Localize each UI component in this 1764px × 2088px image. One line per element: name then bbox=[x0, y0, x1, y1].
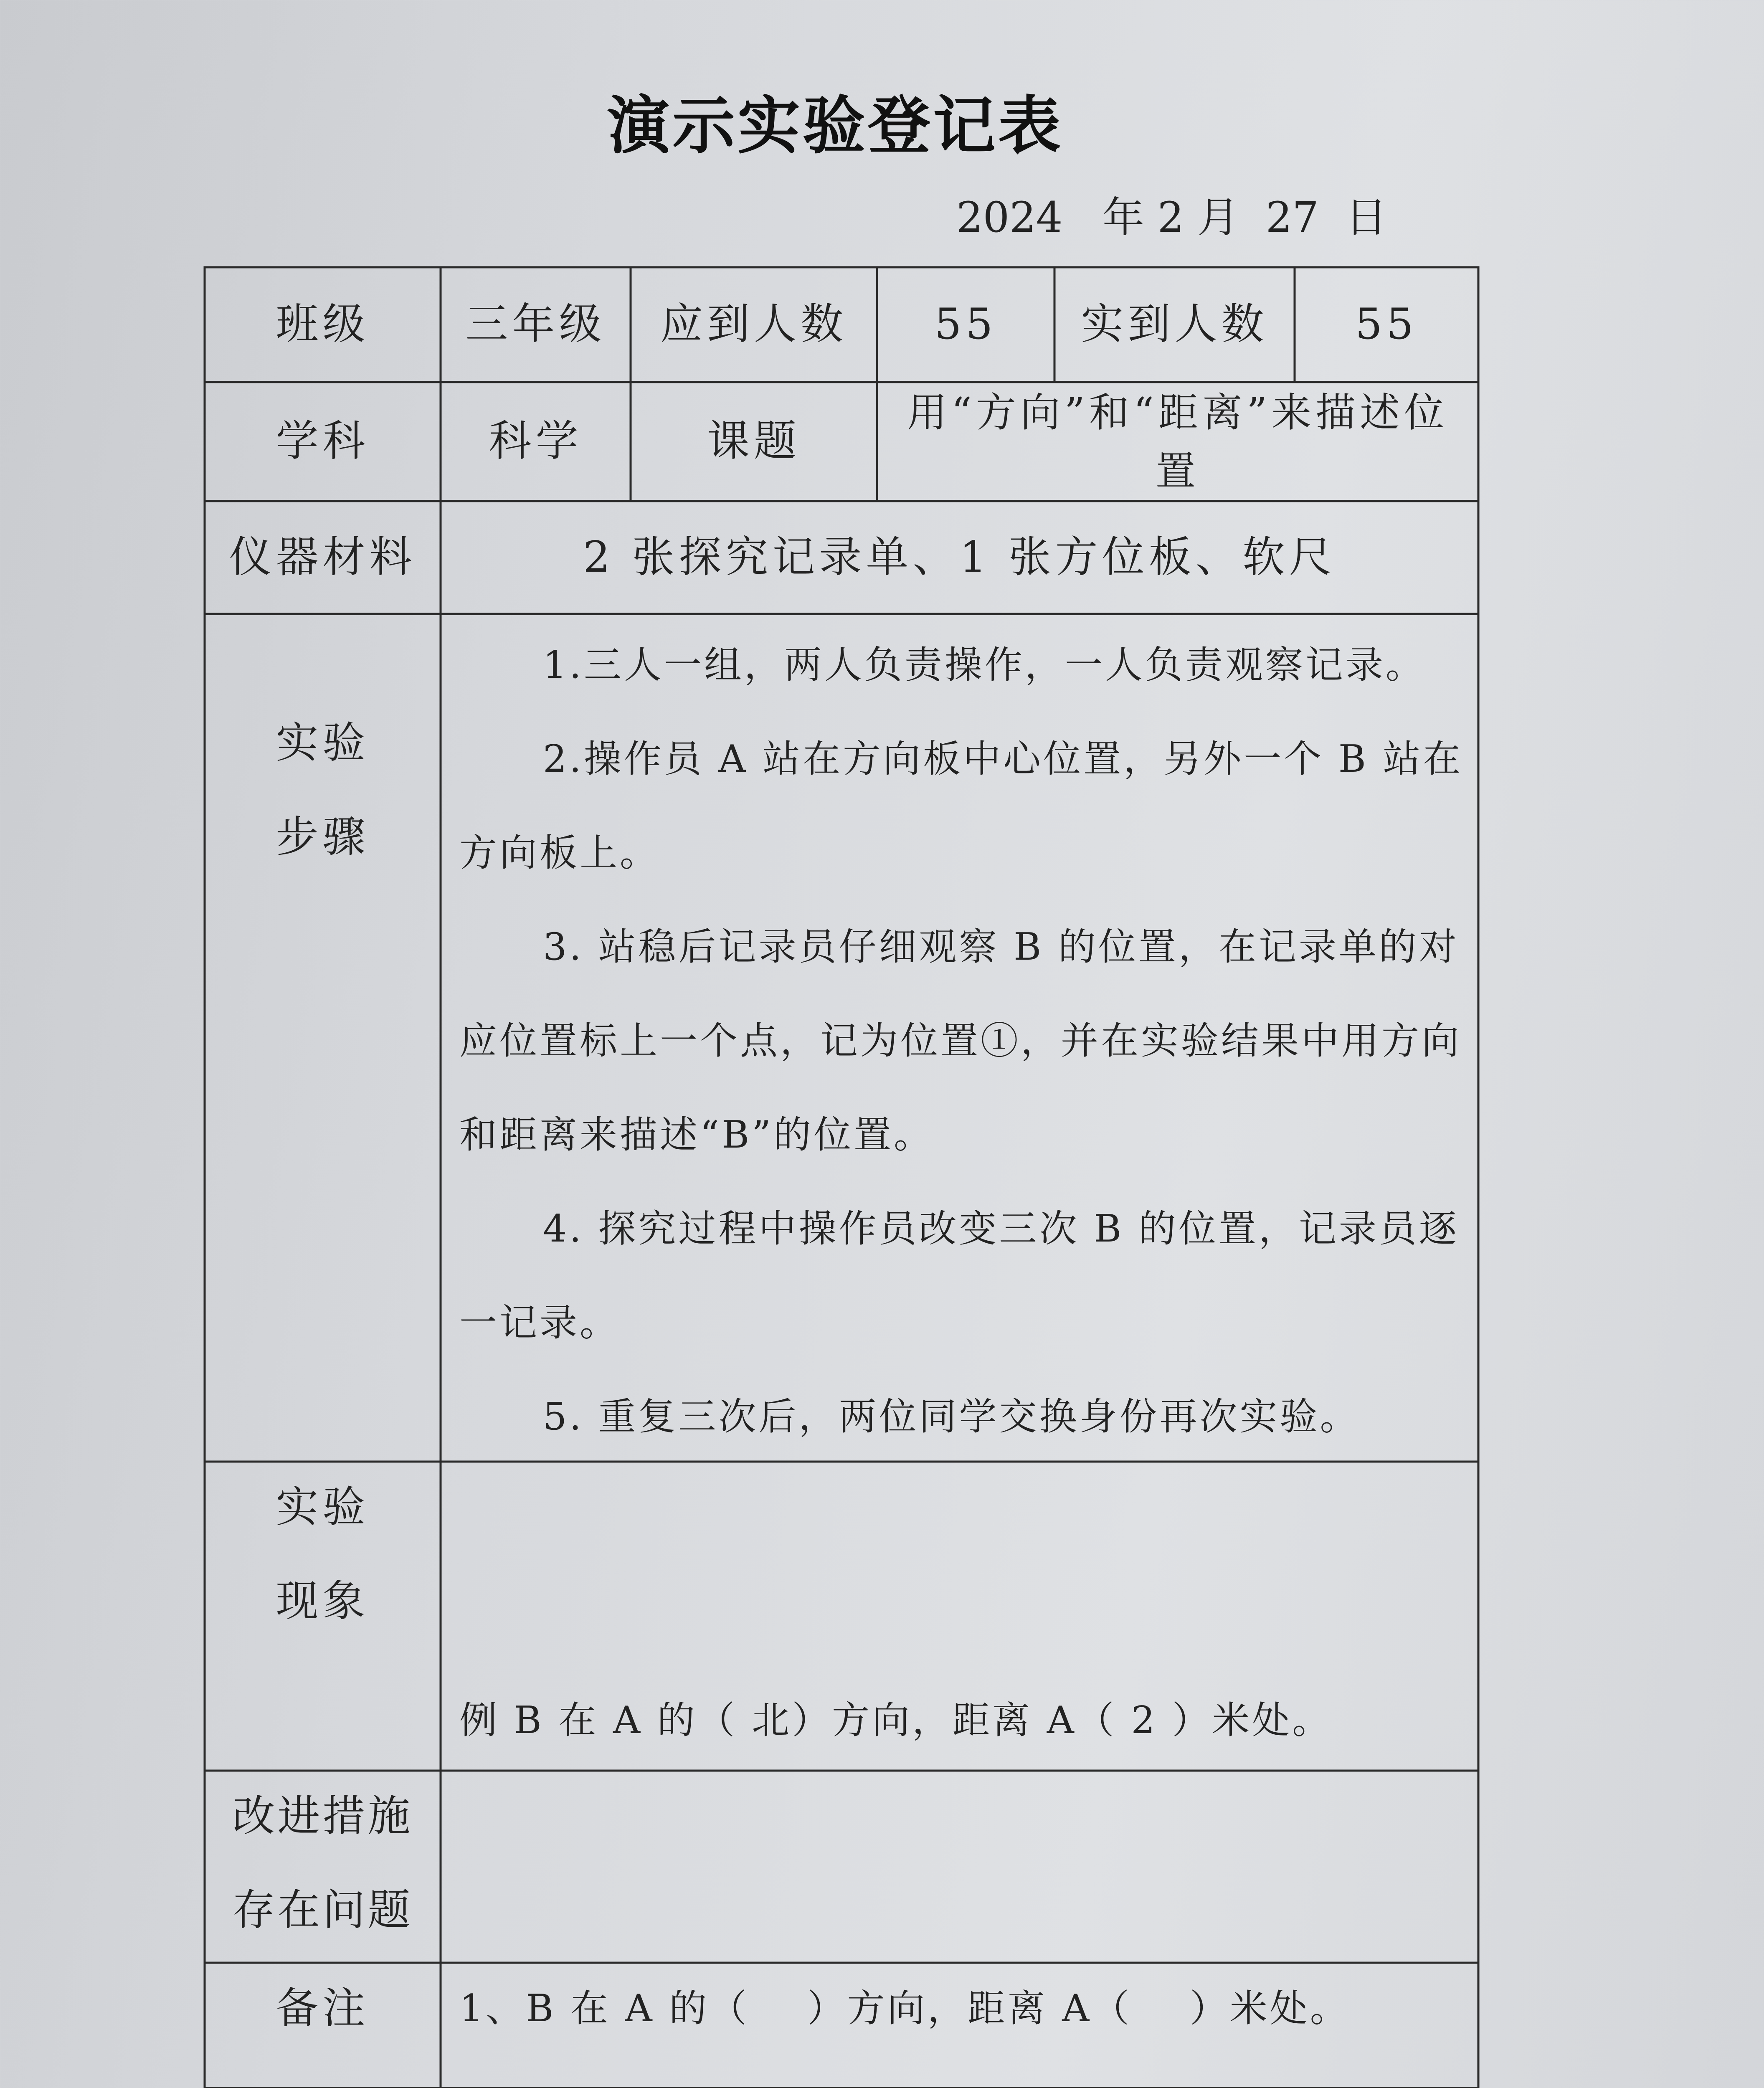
date-month-unit: 月 bbox=[1197, 193, 1239, 242]
expected-count-value: 55 bbox=[934, 299, 997, 350]
subject-value: 科学 bbox=[489, 416, 583, 466]
notes-value bbox=[441, 1963, 1478, 2088]
improve-value bbox=[441, 1771, 1478, 1963]
actual-count-value: 55 bbox=[1355, 299, 1418, 350]
topic-value: 用“方向”和“距离”来描述位置 bbox=[907, 389, 1449, 494]
materials-label: 仪器材料 bbox=[229, 532, 416, 582]
step-item: 3. 站稳后记录员仔细观察 B 的位置，在记录单的对应位置标上一个点，记为位置①，并在实验结果中用方向和距离来描述“B”的位置。 bbox=[459, 925, 1462, 1157]
topic-label: 课题 bbox=[707, 416, 801, 466]
subject-label: 学科 bbox=[276, 416, 370, 466]
improve-label-line1: 改进措施 bbox=[232, 1791, 413, 1841]
steps-label-line2: 步骤 bbox=[276, 812, 370, 862]
steps-list bbox=[459, 618, 1478, 1464]
phenomenon-label-line1: 实验 bbox=[276, 1482, 370, 1532]
improve-label-line2: 存在问题 bbox=[232, 1885, 413, 1935]
date-month: 2 bbox=[1157, 193, 1184, 242]
date-day: 27 bbox=[1265, 193, 1319, 242]
expected-count-label: 应到人数 bbox=[660, 299, 847, 350]
class-value: 三年级 bbox=[465, 299, 606, 350]
phenomenon-line: 例 B 在 A 的（ 北）方向，距离 A（ 2 ）米处。 bbox=[459, 1698, 1333, 1742]
step-item: 2.操作员 A 站在方向板中心位置，另外一个 B 站在方向板上。 bbox=[459, 737, 1463, 875]
notes-label: 备注 bbox=[276, 1983, 370, 2033]
step-item: 4. 探究过程中操作员改变三次 B 的位置，记录员逐一记录。 bbox=[459, 1207, 1459, 1345]
page-title: 演示实验登记表 bbox=[607, 90, 1063, 162]
date-year-unit: 年 bbox=[1102, 193, 1144, 242]
phenomenon-line: 1、B 在 A 的（ ）方向，距离 A（ ）米处。 bbox=[459, 1987, 1350, 2030]
step-item: 5. 重复三次后，两位同学交换身份再次实验。 bbox=[543, 1395, 1360, 1439]
class-label: 班级 bbox=[276, 299, 370, 350]
date-year: 2024 bbox=[956, 193, 1063, 242]
phenomenon-label-line2: 现象 bbox=[276, 1576, 370, 1626]
date-day-unit: 日 bbox=[1345, 193, 1387, 242]
materials-value: 2 张探究记录单、1 张方位板、软尺 bbox=[583, 532, 1336, 582]
actual-count-label: 实到人数 bbox=[1081, 299, 1268, 350]
steps-label-line1: 实验 bbox=[276, 718, 370, 768]
step-item: 1.三人一组，两人负责操作，一人负责观察记录。 bbox=[543, 643, 1426, 687]
